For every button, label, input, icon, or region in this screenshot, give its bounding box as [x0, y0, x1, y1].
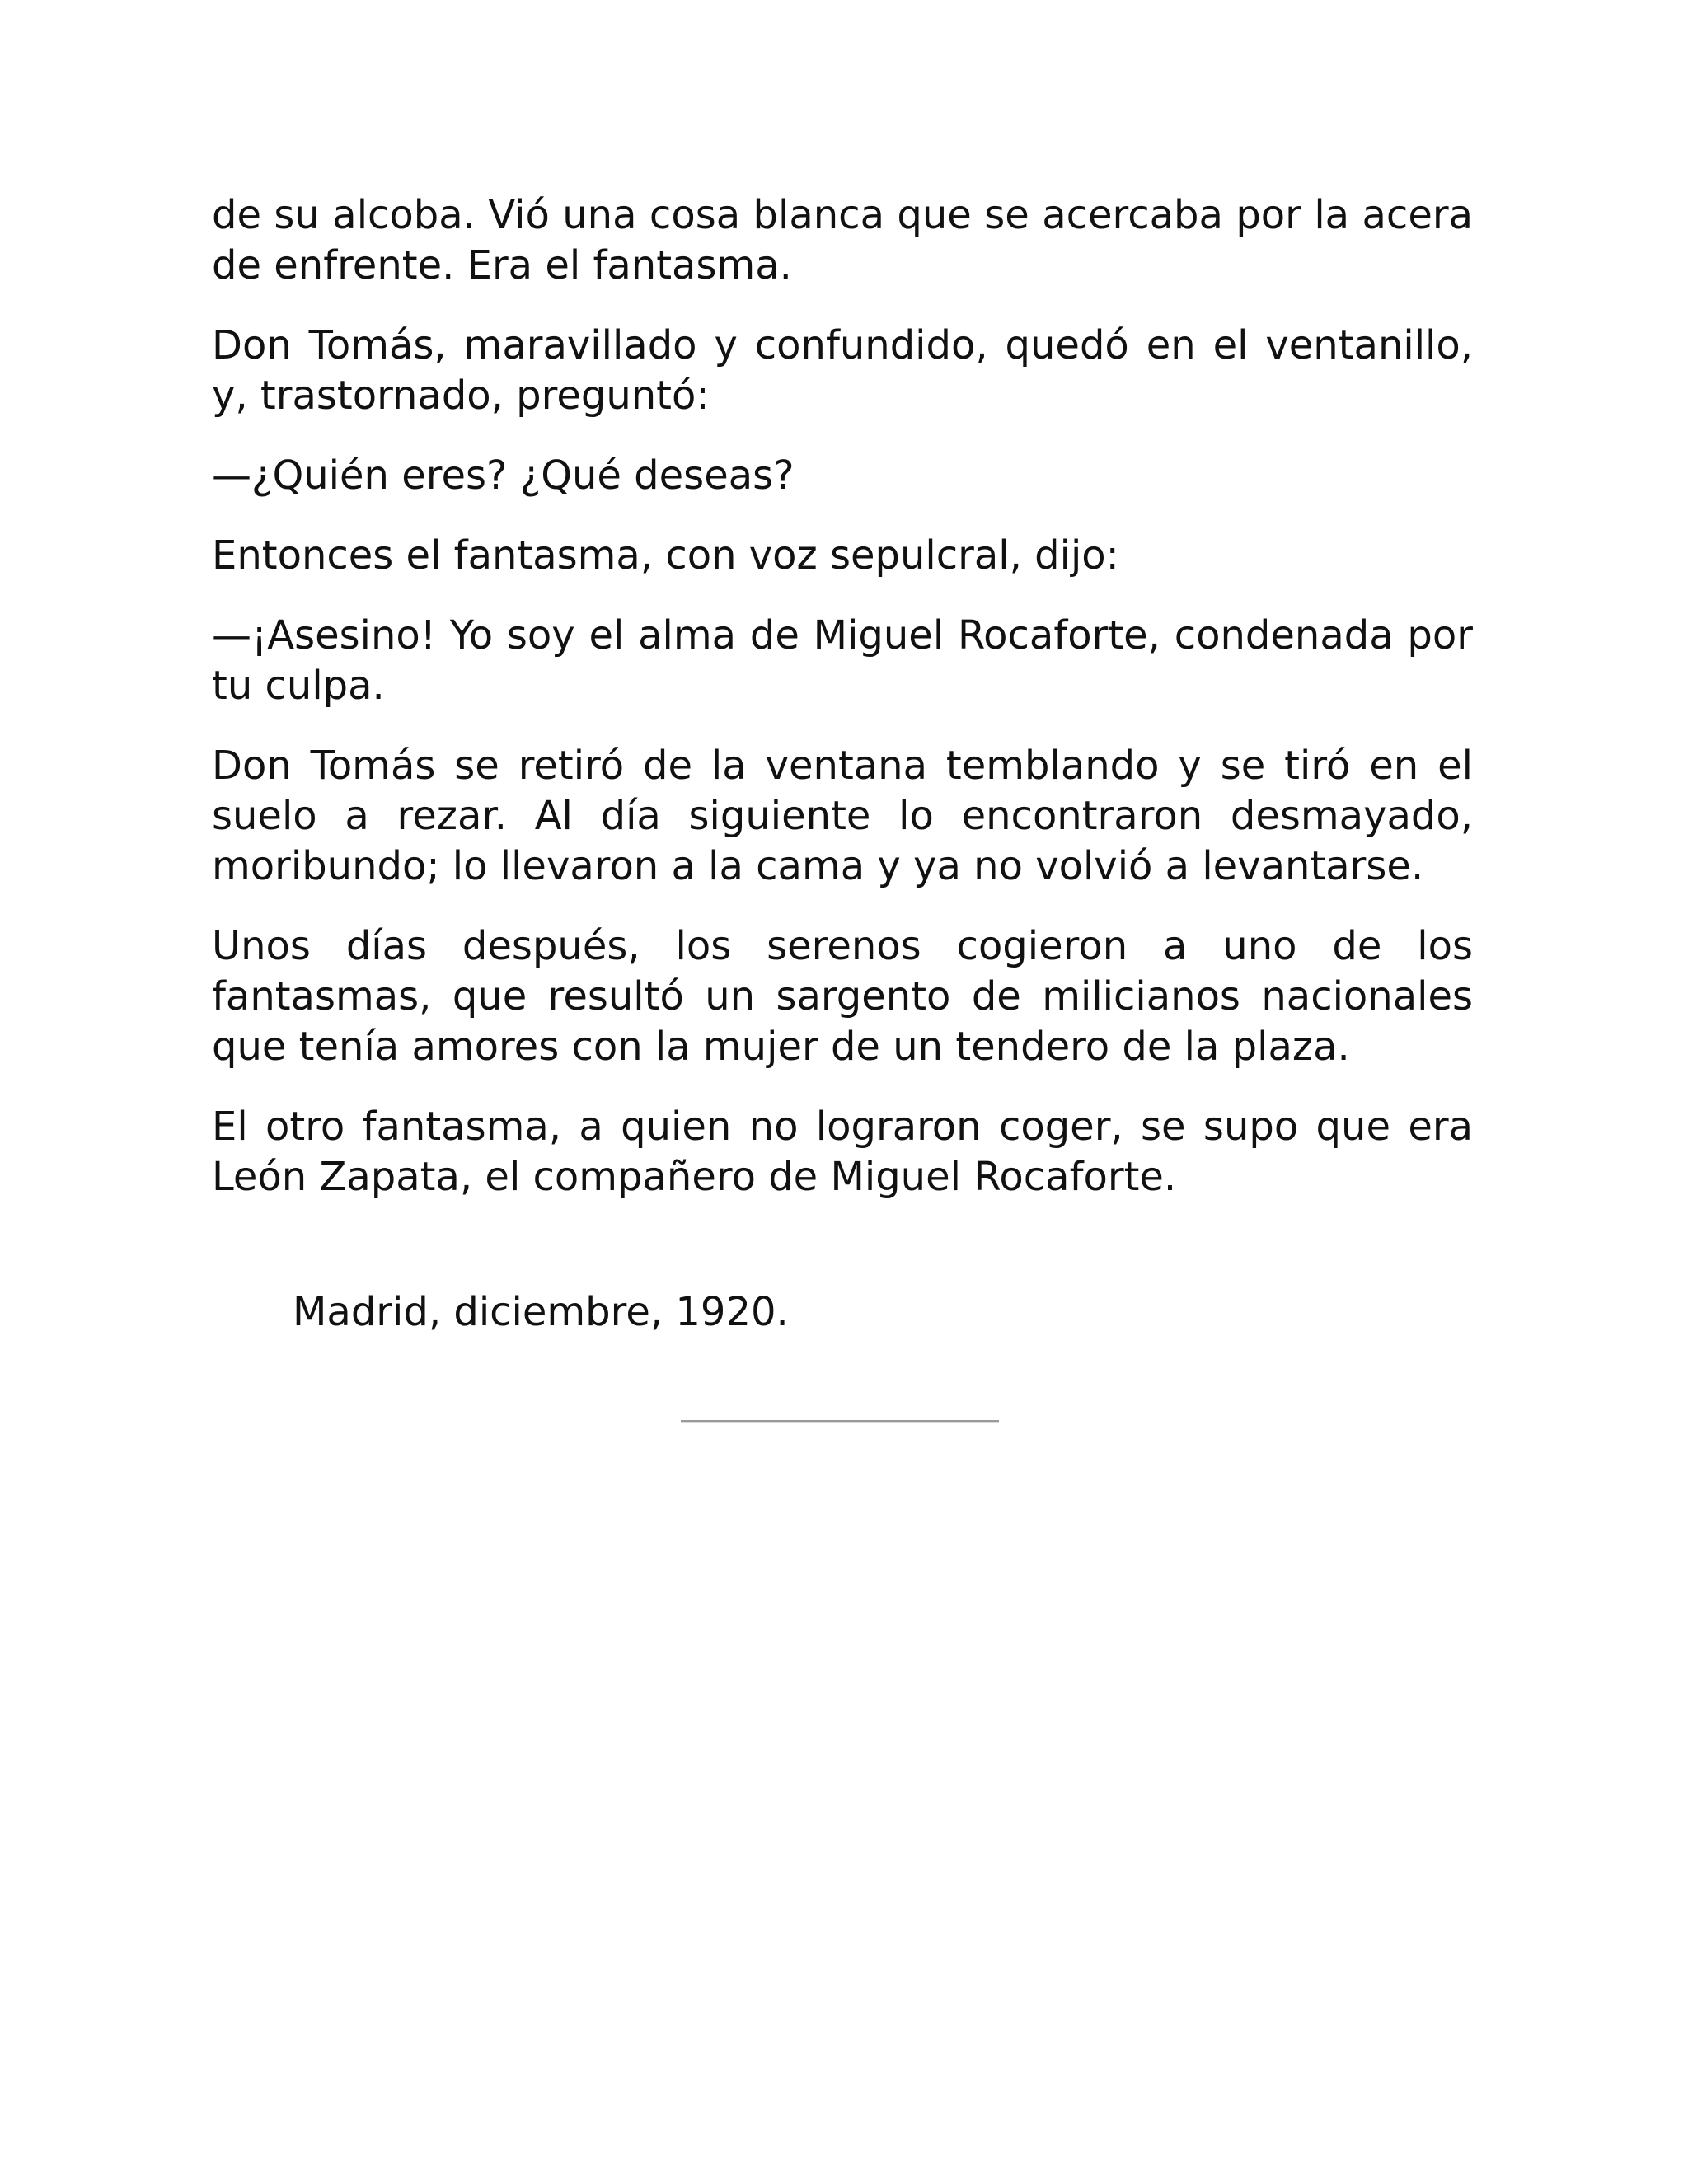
paragraph: —¿Quién eres? ¿Qué deseas? [212, 452, 795, 499]
paragraph: Unos días después, los serenos cogieron a uno de los fantasmas, que resultó un sargento de milicianos nacionales que tenía amores con la mujer de un tendero de la plaza. [212, 923, 1473, 1070]
paragraph: El otro fantasma, a quien no lograron coger, se supo que era León Zapata, el compañero de Miguel Rocaforte. [212, 1104, 1473, 1200]
paragraph: Don Tomás se retiró de la ventana temblando y se tiró en el suelo a rezar. Al día siguiente lo encontraron desmayado, moribundo; lo llevaron a la cama y ya no volvió a levantarse. [212, 743, 1473, 889]
paragraph: —¡Asesino! Yo soy el alma de Miguel Rocaforte, condenada por tu culpa. [212, 612, 1473, 709]
body-text [212, 190, 1473, 1202]
end-divider [681, 1420, 999, 1423]
paragraph: Don Tomás, maravillado y confundido, quedó en el ventanillo, y, trastornado, preguntó: [212, 322, 1473, 419]
paragraph: de su alcoba. Vió una cosa blanca que se acercaba por la acera de enfrente. Era el fantasma. [212, 192, 1473, 288]
paragraph: Entonces el fantasma, con voz sepulcral, dijo: [212, 532, 1119, 579]
date-signature: Madrid, diciembre, 1920. [293, 1289, 789, 1335]
